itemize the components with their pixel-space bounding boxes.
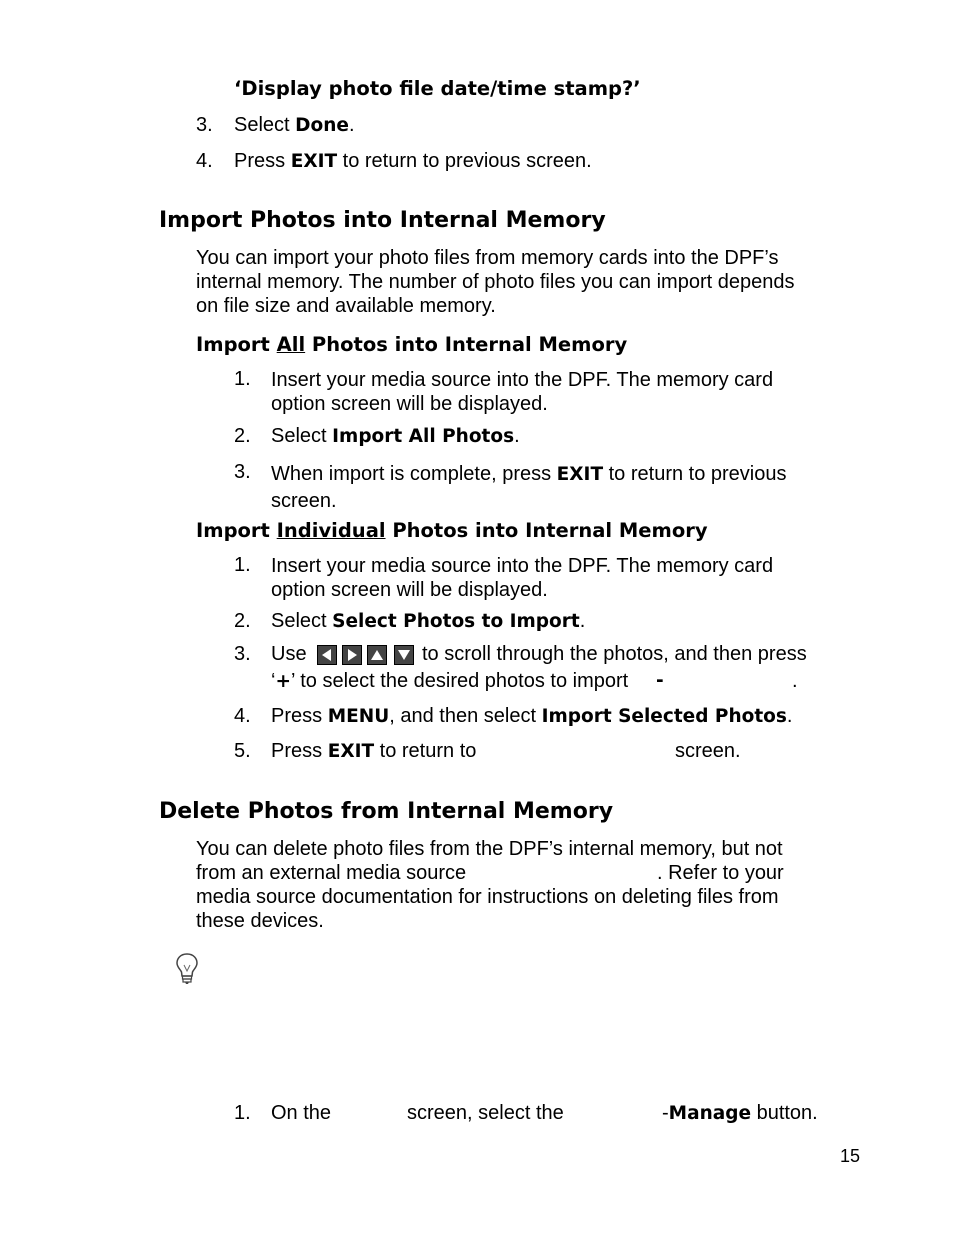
step-number: 5. [234,740,251,762]
step-line: screen. [271,490,337,512]
step-text-end: screen. [675,740,741,762]
step-text-mid: , and then select [389,705,542,727]
step-bold: MENU [327,706,390,727]
step-number: 2. [234,610,251,632]
subheading-pre: Import [196,519,277,542]
step-bold: Import All Photos [332,426,515,447]
subheading-post: Photos into Internal Memory [305,333,628,356]
intro-line: You can import your photo files from memory cards into the DPF’s [196,247,779,269]
step-bold: EXIT [327,741,375,762]
step-text-post: to return to previous [603,463,787,485]
step-text-post: . [514,425,520,447]
step-text [271,425,520,448]
step-bold: Manage [668,1103,752,1124]
subheading-underlined: All [276,333,306,356]
step-text-pre: Select [234,114,296,136]
delete-line: media source documentation for instructions on deleting files from [196,886,779,908]
step-text-line1 [271,643,307,666]
step-bold: Done [295,115,349,136]
step-number: 2. [234,425,251,447]
step-text-pre: ‘ [271,670,276,692]
step-text-post: to return to previous screen. [337,150,592,172]
step-text-post: ’ to select the desired photos to import [290,670,629,692]
left-arrow-icon [317,645,337,665]
step-text-pre: Press [271,740,328,762]
right-arrow-icon [342,645,362,665]
step-number: 4. [234,705,251,727]
step-line: option screen will be displayed. [271,579,548,601]
step-bold: + [275,671,291,692]
step-text [271,368,773,416]
step-text-pre: On the [271,1102,332,1124]
step-number: 4. [196,150,213,172]
step-text [271,461,787,514]
intro-line: on file size and available memory. [196,295,496,317]
subheading-pre: Import [196,333,277,356]
delete-line: from an external media source [196,862,467,884]
step-number: 1. [234,1102,251,1124]
step-text-pre: Select [271,425,333,447]
step-number: 1. [234,554,251,576]
down-arrow-icon [394,645,414,665]
step-text-post: . [579,610,586,632]
step-text [234,150,592,173]
intro-line: internal memory. The number of photo files you can import depends [196,271,795,293]
step-text-pre: Select [271,610,333,632]
quote-heading: ‘Display photo file date/time stamp?’ [234,77,641,100]
page-number: 15 [840,1146,861,1166]
step-number: 1. [234,368,251,390]
step-text-mid: screen, select the [407,1102,564,1124]
step-line: Insert your media source into the DPF. The memory card [271,555,774,577]
step-text-post: . [348,114,355,136]
step-line: Insert your media source into the DPF. The memory card [271,369,774,391]
step-text [271,705,792,728]
step-text [271,610,585,633]
section-heading-delete: Delete Photos from Internal Memory [159,799,614,824]
step-text-pre: When import is complete, press [271,463,557,485]
delete-line: . Refer to your [657,862,784,884]
step-text-pre: Use [271,643,307,665]
delete-line: You can delete photo files from the DPF’s internal memory, but not [196,838,783,860]
step-text-post: button. [751,1102,818,1124]
subheading-post: Photos into Internal Memory [385,519,708,542]
step-text-end [662,1102,818,1125]
step-bold: EXIT [290,151,338,172]
step-bold: Select Photos to Import [332,611,580,632]
delete-line: these devices. [196,910,324,932]
step-text [271,554,773,602]
step-text-pre: Press [271,705,328,727]
step-text-pre: Press [234,150,291,172]
step-text [271,740,476,763]
step-bold: EXIT [556,464,604,485]
step-text-continued: to scroll through the photos, and then press [422,643,807,665]
dash: - [656,670,664,691]
subheading-import-individual [196,519,708,542]
import-intro [196,246,794,318]
dash: - [662,1102,669,1124]
step-number: 3. [234,643,251,665]
period: . [792,670,798,692]
step-bold: Import Selected Photos [541,706,787,727]
step-line: option screen will be displayed. [271,393,548,415]
up-arrow-icon [367,645,387,665]
lightbulb-icon [174,952,200,986]
subheading-import-all [196,333,627,356]
step-number: 3. [234,461,251,483]
step-number: 3. [196,114,213,136]
step-text-post: to return to [374,740,477,762]
step-text [234,114,355,137]
section-heading-import: Import Photos into Internal Memory [159,208,606,233]
subheading-underlined: Individual [276,519,386,542]
step-text-post: . [786,705,793,727]
step-text-line2 [271,670,628,693]
